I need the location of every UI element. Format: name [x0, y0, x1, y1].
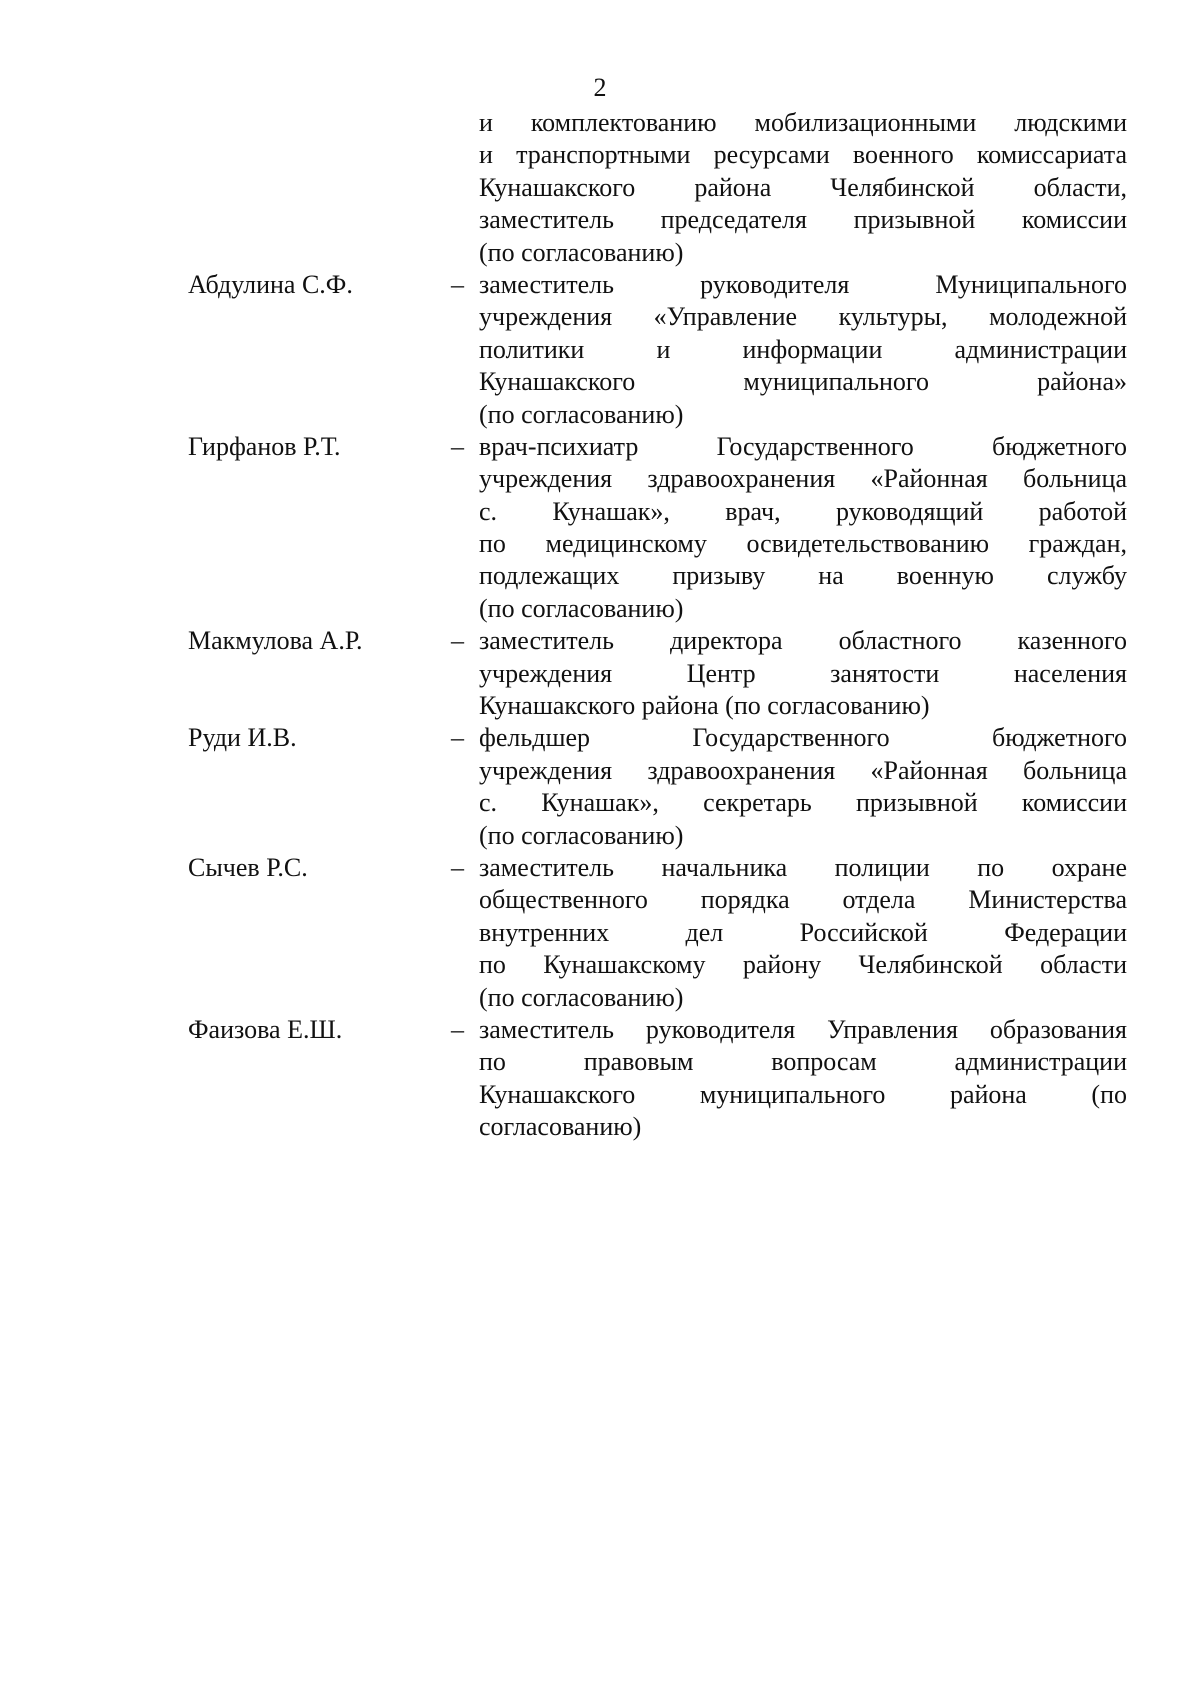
- description-line: учреждения Центр занятости населения: [479, 658, 1127, 688]
- description-line: врач-психиатр Государственного бюджетного: [479, 431, 1127, 461]
- description-line: и комплектованию мобилизационными людскими: [479, 108, 1127, 137]
- description-line: по Кунашакскому району Челябинской области: [479, 950, 1127, 980]
- description-line: по медицинскому освидетельствованию граждан,: [479, 529, 1127, 559]
- member-row: [0, 852, 1200, 1014]
- member-description: [479, 625, 1127, 722]
- member-description: [479, 269, 1127, 431]
- member-dash: –: [451, 1014, 464, 1044]
- description-line: внутренних дел Российской Федерации: [479, 917, 1127, 947]
- description-line: заместитель руководителя Управления образования: [479, 1014, 1127, 1044]
- member-name: Руди И.В.: [188, 723, 297, 753]
- description-line: подлежащих призыву на военную службу: [479, 561, 1127, 591]
- member-dash: –: [451, 723, 464, 753]
- description-line: (по согласованию): [479, 982, 684, 1012]
- description-line: и транспортными ресурсами военного комиссариата: [479, 140, 1127, 170]
- member-name: Гирфанов Р.Т.: [188, 431, 341, 461]
- member-name: Абдулина С.Ф.: [188, 269, 353, 299]
- description-line: (по согласованию): [479, 820, 684, 850]
- description-line: Кунашакского муниципального района»: [479, 367, 1127, 397]
- member-name: Фаизова Е.Ш.: [188, 1014, 343, 1044]
- description-line: Кунашакского района Челябинской области,: [479, 172, 1127, 202]
- description-line: Кунашакского района (по согласованию): [479, 691, 930, 721]
- description-line: (по согласованию): [479, 399, 684, 429]
- member-dash: –: [451, 269, 464, 299]
- commission-members-list: [0, 107, 1200, 1144]
- member-row: [0, 625, 1200, 722]
- member-description: [479, 107, 1127, 269]
- description-line: фельдшер Государственного бюджетного: [479, 723, 1127, 753]
- description-line: учреждения здравоохранения «Районная больница: [479, 755, 1127, 785]
- description-line: заместитель директора областного казенного: [479, 626, 1127, 656]
- description-line: политики и информации администрации: [479, 334, 1127, 364]
- member-dash: –: [451, 852, 464, 882]
- description-line: с. Кунашак», секретарь призывной комиссии: [479, 788, 1127, 818]
- member-description: [479, 1014, 1127, 1144]
- member-dash: –: [451, 431, 464, 461]
- member-row: [0, 722, 1200, 852]
- description-line: общественного порядка отдела Министерства: [479, 885, 1127, 915]
- description-line: учреждения «Управление культуры, молодежной: [479, 302, 1127, 332]
- description-line: заместитель председателя призывной комиссии: [479, 205, 1127, 235]
- description-line: (по согласованию): [479, 237, 684, 267]
- description-line: учреждения здравоохранения «Районная больница: [479, 464, 1127, 494]
- member-row: [0, 431, 1200, 625]
- member-row: [0, 107, 1200, 269]
- member-description: [479, 431, 1127, 625]
- description-line: заместитель руководителя Муниципального: [479, 269, 1127, 299]
- description-line: с. Кунашак», врач, руководящий работой: [479, 496, 1127, 526]
- member-row: [0, 1014, 1200, 1144]
- description-line: заместитель начальника полиции по охране: [479, 852, 1127, 882]
- member-name: Сычев Р.С.: [188, 852, 308, 882]
- member-description: [479, 852, 1127, 1014]
- member-name: Макмулова А.Р.: [188, 626, 363, 656]
- member-row: [0, 269, 1200, 431]
- member-description: [479, 722, 1127, 852]
- description-line: (по согласованию): [479, 593, 684, 623]
- member-dash: –: [451, 626, 464, 656]
- description-line: Кунашакского муниципального района (по: [479, 1079, 1127, 1109]
- description-line: согласованию): [479, 1112, 642, 1142]
- description-line: по правовым вопросам администрации: [479, 1047, 1127, 1077]
- page-number: 2: [593, 73, 607, 102]
